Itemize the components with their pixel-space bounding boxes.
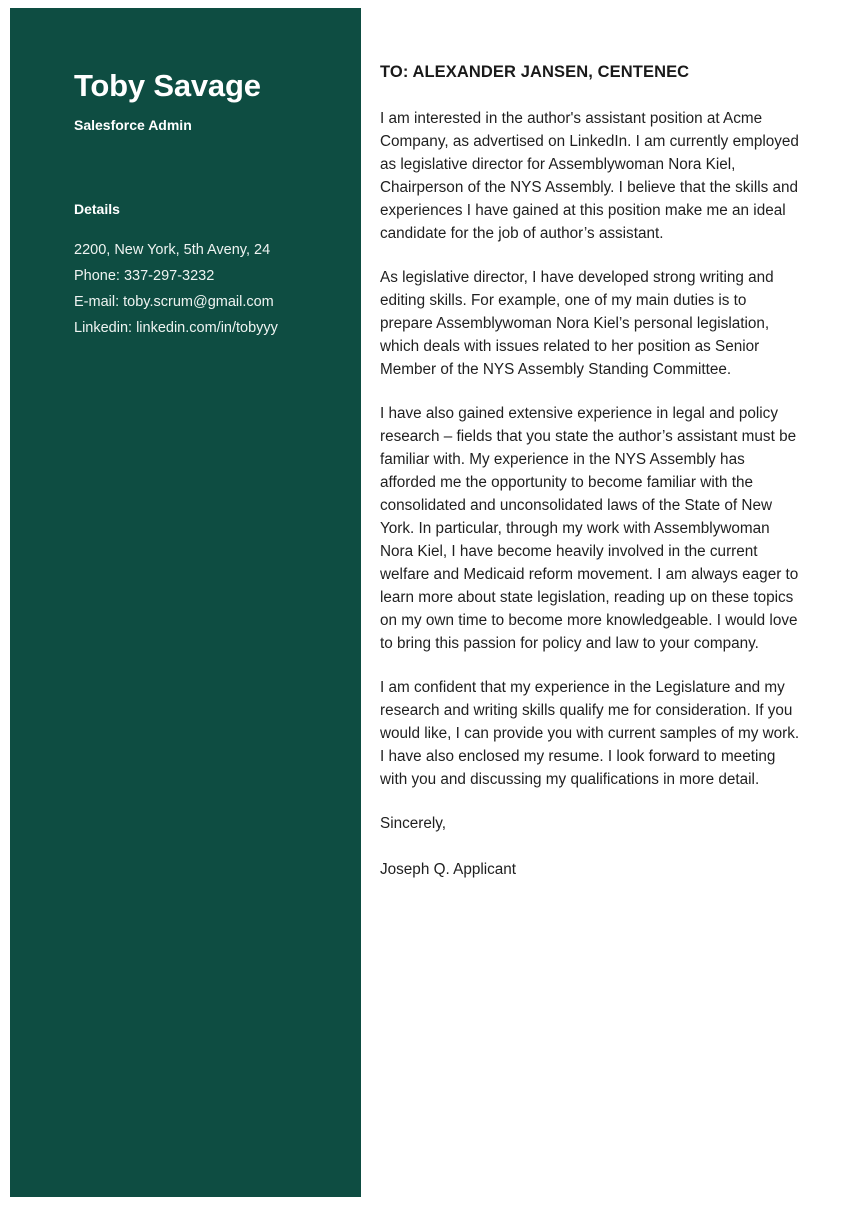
letter-signature: Joseph Q. Applicant [380,861,517,879]
candidate-job-title: Salesforce Admin [74,116,192,133]
details-section [74,201,331,341]
letter-closing: Sincerely, [380,815,447,833]
sidebar [10,8,361,1197]
letter-recipient-heading: TO: ALEXANDER JANSEN, CENTENEC [380,63,690,81]
letter-body [380,62,802,881]
detail-address: 2200, New York, 5th Aveny, 24 [74,242,271,259]
detail-phone: Phone: 337-297-3232 [74,268,215,285]
letter-paragraph: I have also gained extensive experience in legal and policy research – fields that you state the author’s assistant must be familiar with. My experience in the NYS Assembly has afforded me the opportunity to become familiar with the consolidated and unconsolidated laws of the State of New York. In particular, through my work with Assemblywoman Nora Kiel, I have become heavily involved in the current welfare and Medicaid reform movement. I am always eager to learn more about state legislation, reading up on these topics on my own time to become more knowledgeable. I would love to bring this passion for policy and law to your company. [380,405,799,653]
letter-paragraph: I am confident that my experience in the Legislature and my research and writing skills qualify me for consideration. If you would like, I can provide you with current samples of my work. I have also enclosed my resume. I look forward to meeting with you and discussing my qualifications in more detail. [380,679,800,789]
details-heading: Details [74,201,120,218]
letter-paragraph: As legislative director, I have developed strong writing and editing skills. For example, one of my main duties is to prepare Assemblywoman Nora Kiel’s personal legislation, which deals with issues related to her position as Senior Member of the NYS Assembly Standing Committee. [380,269,774,379]
detail-linkedin: Linkedin: linkedin.com/in/tobyyy [74,320,278,337]
detail-email: E-mail: toby.scrum@gmail.com [74,294,274,311]
letter-paragraph: I am interested in the author's assistant position at Acme Company, as advertised on LinkedIn. I am currently employed as legislative director for Assemblywoman Nora Kiel, Chairperson of the NYS Assembly. I believe that the skills and experiences I have gained at this position make me an ideal candidate for the job of author’s assistant. [380,110,799,243]
candidate-name: Toby Savage [74,68,261,103]
sidebar-content [10,8,361,341]
